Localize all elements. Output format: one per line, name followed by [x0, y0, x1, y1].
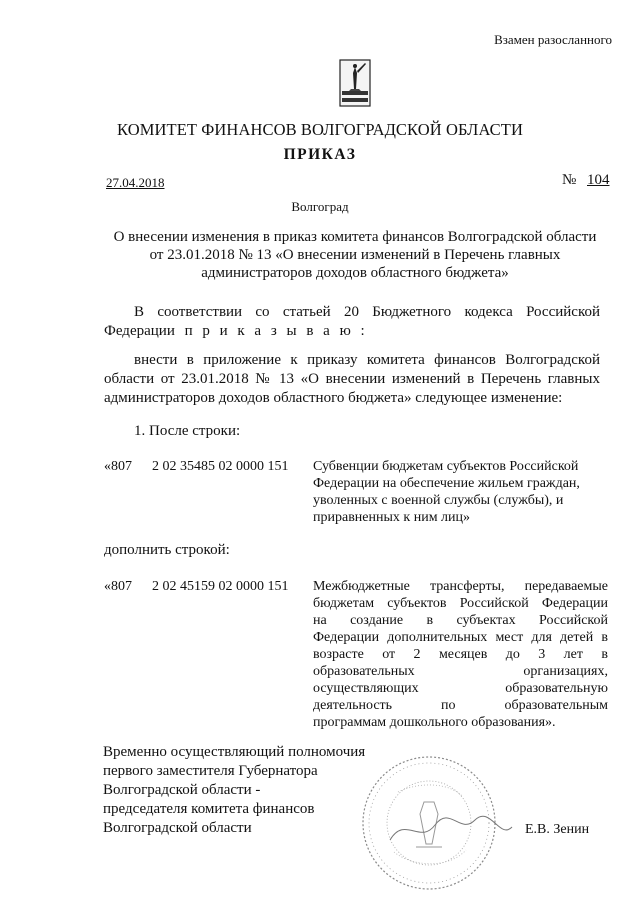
- signatory-line: Временно осуществляющий полномочия: [103, 744, 366, 760]
- order-verb: п р и к а з ы в а ю :: [184, 323, 368, 339]
- signer-name: Е.В. Зенин: [525, 822, 590, 837]
- title-line: от 23.01.2018 № 13 «О внесении изменений в Перечень главных: [149, 247, 561, 263]
- row2-desc-line: Федерации дополнительных мест для детей в: [313, 630, 608, 645]
- title-line: администраторов доходов областного бюджета»: [201, 265, 509, 281]
- body-line: внести в приложение к приказу комитета финансов Волгоградской: [134, 352, 600, 368]
- order-title: [110, 228, 600, 282]
- row2-description: [313, 578, 608, 731]
- row1-revenue-code: 2 02 35485 02 0000 151: [152, 459, 289, 474]
- row1-admin-code: «807: [104, 459, 132, 474]
- row2-desc-line: Межбюджетные трансферты, передаваемые: [313, 579, 608, 594]
- order-date: 27.04.2018: [106, 175, 165, 190]
- basis-line: В соответствии со статьей 20 Бюджетного кодекса Российской: [134, 304, 600, 320]
- handwritten-signature: [380, 805, 520, 855]
- basis-paragraph: [104, 303, 600, 341]
- order-number: 104: [587, 172, 610, 188]
- row1-desc-line: Субвенции бюджетам субъектов Российской: [313, 459, 579, 474]
- row2-desc-line: бюджетам субъектов Российской Федерации: [313, 596, 608, 611]
- title-line: О внесении изменения в приказ комитета финансов Волгоградской области: [113, 229, 597, 245]
- item-1: 1. После строки:: [134, 423, 241, 439]
- add-line: дополнить строкой:: [104, 542, 230, 558]
- committee-name: КОМИТЕТ ФИНАНСОВ ВОЛГОГРАДСКОЙ ОБЛАСТИ: [117, 120, 523, 139]
- city: Волгоград: [291, 199, 349, 214]
- signatory-line: председателя комитета финансов: [103, 801, 315, 817]
- signatory-line: Волгоградской области: [103, 820, 252, 836]
- signatory-line: первого заместителя Губернатора: [103, 763, 318, 779]
- body-line: области от 23.01.2018 № 13 «О внесении изменений в Перечень главных: [104, 371, 600, 387]
- order-number-label: №: [562, 172, 577, 188]
- row2-desc-line: на создание в субъектах Российской: [313, 613, 608, 628]
- row2-revenue-code: 2 02 45159 02 0000 151: [152, 579, 289, 594]
- row1-description: [313, 458, 608, 526]
- row2-desc-line: возрасте от 2 месяцев до 3 лет в: [313, 647, 608, 662]
- row2-admin-code: «807: [104, 579, 132, 594]
- coat-of-arms-emblem: [339, 59, 371, 107]
- body-paragraph: [104, 351, 600, 408]
- row1-desc-line: приравненных к ним лиц»: [313, 510, 471, 525]
- body-line: администраторов доходов областного бюджета» следующее изменение:: [104, 390, 563, 406]
- row2-desc-line: деятельность по образовательным: [313, 698, 608, 713]
- row2-desc-line: образовательных организациях,: [313, 664, 608, 679]
- basis-line: Федерации: [104, 323, 175, 339]
- document-type: ПРИКАЗ: [283, 146, 357, 163]
- row1-desc-line: Федерации на обеспечение жильем граждан,: [313, 476, 580, 491]
- row2-desc-line: программам дошкольного образования».: [313, 715, 556, 730]
- row1-desc-line: уволенных с военной службы (службы), и: [313, 493, 564, 508]
- stamp-note: Взамен разосланного: [494, 32, 612, 47]
- row2-desc-line: осуществляющих образовательную: [313, 681, 608, 696]
- signature-block: [103, 743, 365, 838]
- signatory-line: Волгоградской области -: [103, 782, 261, 798]
